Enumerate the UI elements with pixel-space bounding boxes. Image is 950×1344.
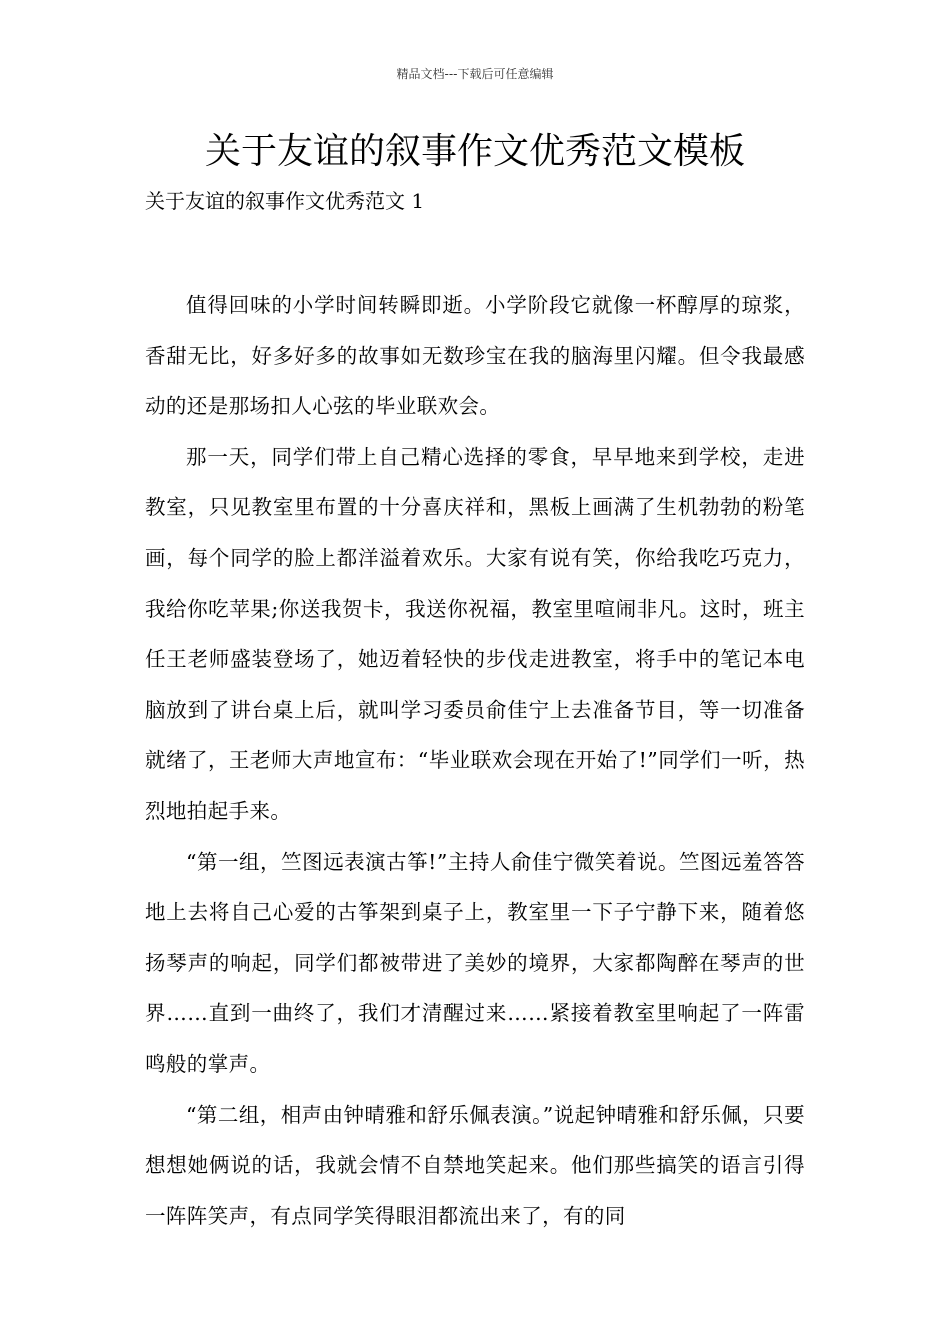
document-title: 关于友谊的叙事作文优秀范文模板 (204, 131, 745, 172)
paragraph-4: “第二组，相声由钟晴雅和舒乐佩表演。”说起钟晴雅和舒乐佩，只要想想她俩说的话，我就会情不自禁地笑起来。他们那些搞笑的语言引得一阵阵笑声，有点同学笑得眼泪都流出来了，有的同 (145, 1102, 805, 1228)
header-note: 精品文档---下载后可任意编辑 (396, 67, 554, 81)
document-body (145, 280, 805, 1241)
paragraph-3: “第一组，竺图远表演古筝!”主持人俞佳宁微笑着说。竺图远羞答答地上去将自己心爱的古筝架到桌子上，教室里一下子宁静下来，随着悠扬琴声的响起，同学们都被带进了美妙的境界，大家都陶醉在琴声的世界……直到一曲终了，我们才清醒过来……紧接着教室里响起了一阵雷鸣般的掌声。 (145, 849, 805, 1076)
section-subtitle: 关于友谊的叙事作文优秀范文 1 (145, 189, 425, 213)
paragraph-1: 值得回味的小学时间转瞬即逝。小学阶段它就像一杯醇厚的琼浆，香甜无比，好多好多的故事如无数珍宝在我的脑海里闪耀。但令我最感动的还是那场扣人心弦的毕业联欢会。 (145, 293, 805, 419)
paragraph-2: 那一天，同学们带上自己精心选择的零食，早早地来到学校，走进教室，只见教室里布置的十分喜庆祥和，黑板上画满了生机勃勃的粉笔画，每个同学的脸上都洋溢着欢乐。大家有说有笑，你给我吃巧克力，我给你吃苹果;你送我贺卡，我送你祝福，教室里喧闹非凡。这时，班主任王老师盛装登场了，她迈着轻快的步伐走进教室，将手中的笔记本电脑放到了讲台桌上后，就叫学习委员俞佳宁上去准备节目，等一切准备就绪了，王老师大声地宣布：“毕业联欢会现在开始了!”同学们一听，热烈地拍起手来。 (145, 444, 805, 823)
